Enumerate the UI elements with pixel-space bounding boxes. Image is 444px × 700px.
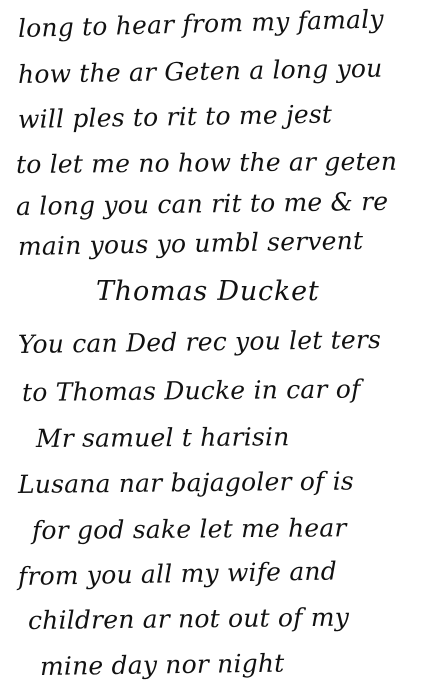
postscript-line-2: to Thomas Ducke in car of bbox=[21, 374, 361, 407]
letter-line-1: long to hear from my famaly bbox=[17, 4, 385, 43]
postscript-line-6: from you all my wife and bbox=[17, 556, 338, 591]
letter-line-2: how the ar Geten a long you bbox=[17, 53, 383, 89]
postscript-line-7: children ar not out of my bbox=[27, 602, 350, 635]
postscript-line-4: Lusana nar bajagoler of is bbox=[17, 466, 355, 499]
postscript-line-5: for god sake let me hear bbox=[31, 513, 347, 545]
letter-line-5: a long you can rit to me & re bbox=[15, 186, 389, 221]
postscript-line-1: You can Ded rec you let ters bbox=[17, 324, 382, 359]
signature: Thomas Ducket bbox=[96, 276, 320, 307]
postscript-line-8: mine day nor night bbox=[39, 648, 285, 681]
letter-line-4: to let me no how the ar geten bbox=[15, 146, 398, 179]
letter-line-6: main yous yo umbl servent bbox=[17, 225, 364, 261]
letter-line-3: will ples to rit to me jest bbox=[17, 99, 333, 134]
postscript-line-3: Mr samuel t harisin bbox=[35, 422, 290, 453]
